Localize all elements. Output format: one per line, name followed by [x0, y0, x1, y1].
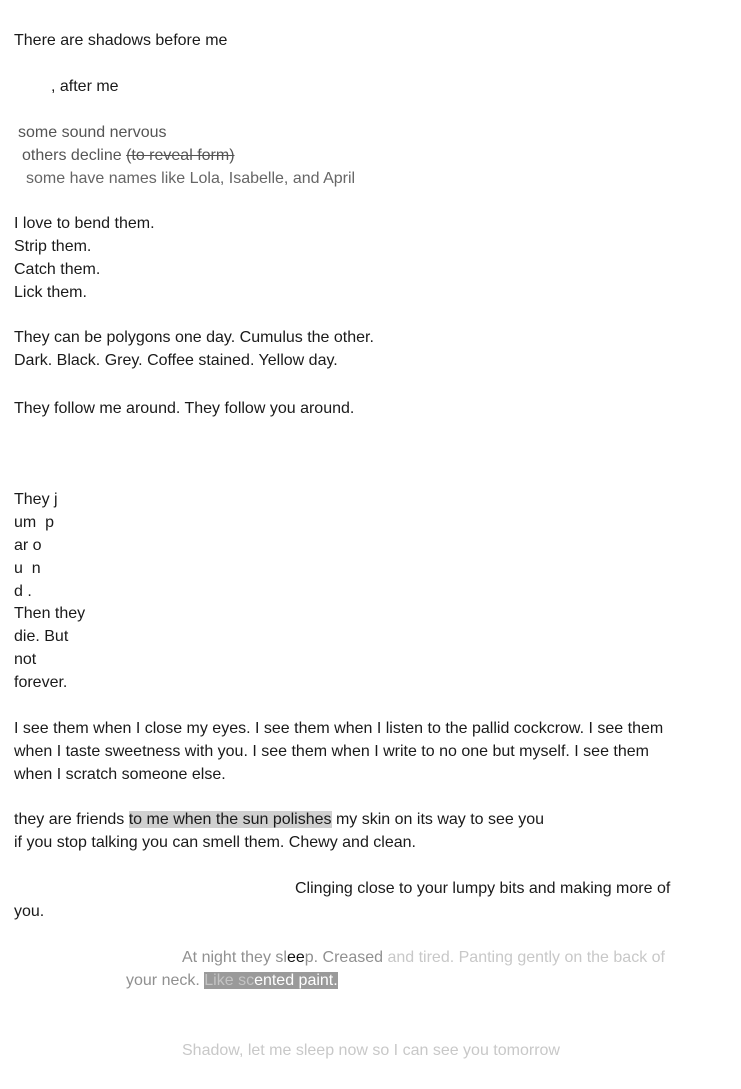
- poem-line: There are shadows before me: [14, 32, 228, 49]
- poem-line: [22, 144, 235, 167]
- poem-line: , after me: [51, 78, 119, 95]
- poem-text: they are friends: [14, 811, 129, 828]
- poem-line: They can be polygons one day. Cumulus the other.: [14, 329, 374, 346]
- poem-line: d .: [14, 583, 32, 600]
- poem-line: They j: [14, 491, 58, 508]
- poem-line: Strip them.: [14, 238, 92, 255]
- highlighted-text: ented paint.: [254, 972, 338, 989]
- poem-line: [126, 969, 338, 992]
- struck-text: (to reveal form): [126, 147, 235, 164]
- poem-text: At night they sl: [182, 949, 287, 966]
- poem-line: if you stop talking you can smell them. Chewy and clean.: [14, 834, 416, 851]
- highlighted-text: Like sc: [204, 972, 255, 989]
- poem-line: I see them when I close my eyes. I see them when I listen to the pallid cockcrow. I see them: [14, 720, 664, 737]
- poem-line: you.: [14, 903, 45, 920]
- poem-line: [182, 946, 665, 969]
- poem-text: others decline: [22, 147, 127, 164]
- poem-line: I love to bend them.: [14, 215, 155, 232]
- poem-text: my skin on its way to see you: [331, 811, 545, 828]
- poem-line: forever.: [14, 674, 68, 691]
- poem-line: not: [14, 651, 37, 668]
- poem-text: and tired. Panting gently on the back of: [383, 949, 665, 966]
- poem-line: Lick them.: [14, 284, 87, 301]
- highlighted-text: to me when the sun polishes: [128, 811, 332, 828]
- poem-line: um p: [14, 514, 55, 531]
- poem-line: They follow me around. They follow you around.: [14, 400, 355, 417]
- poem-line: Catch them.: [14, 261, 101, 278]
- poem-line: Shadow, let me sleep now so I can see you tomorrow: [182, 1042, 560, 1059]
- poem-line: when I taste sweetness with you. I see them when I write to no one but myself. I see them: [14, 743, 649, 760]
- poem-text: p. Creased: [304, 949, 384, 966]
- poem-line: some have names like Lola, Isabelle, and April: [26, 170, 356, 187]
- poem-line: [14, 808, 544, 831]
- poem-line: Dark. Black. Grey. Coffee stained. Yellow day.: [14, 352, 338, 369]
- poem-line: some sound nervous: [18, 124, 167, 141]
- poem-line: when I scratch someone else.: [14, 766, 226, 783]
- poem-line: die. But: [14, 628, 69, 645]
- poem-line: Then they: [14, 605, 86, 622]
- poem-line: ar o: [14, 537, 42, 554]
- poem-line: u n: [14, 560, 41, 577]
- poem-text: ee: [286, 949, 305, 966]
- poem-text: your neck.: [126, 972, 205, 989]
- poem-line: Clinging close to your lumpy bits and making more of: [295, 880, 671, 897]
